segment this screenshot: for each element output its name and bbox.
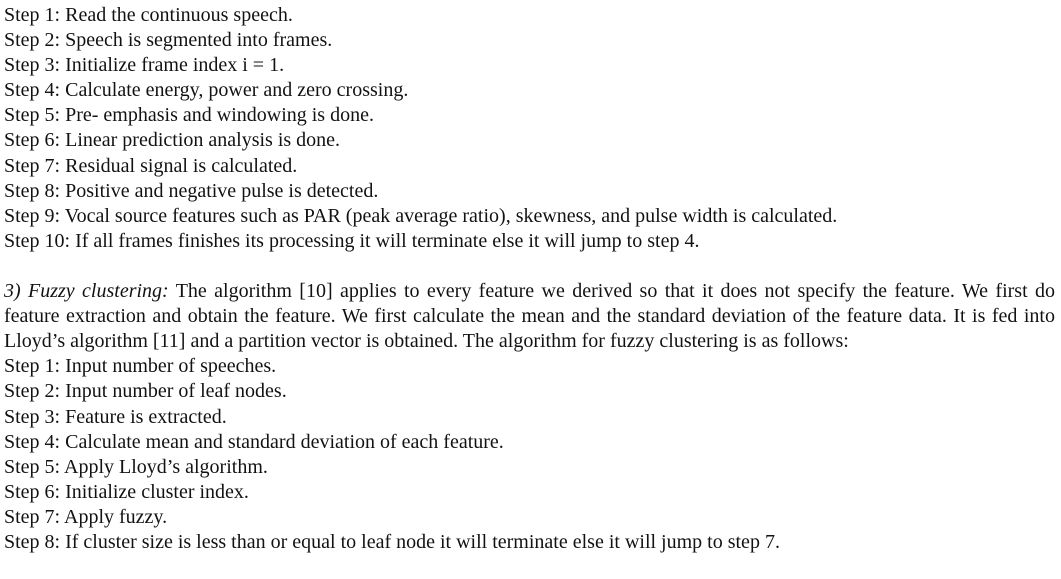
step-line: Step 9: Vocal source features such as PAR (peak average ratio), skewness, and pulse width is calculated. [4,204,838,227]
step-line: Step 3: Initialize frame index i = 1. [4,54,285,77]
step-line: Step 10: If all frames finishes its processing it will terminate else it will jump to step 4. [4,229,700,252]
step-line: Step 8: If cluster size is less than or equal to leaf node it will terminate else it will jump to step 7. [4,530,780,553]
fuzzy-clustering-paragraph [4,279,1055,354]
blank-line-spacer [4,254,1055,279]
step-line: Step 3: Feature is extracted. [4,405,227,428]
step-line: Step 6: Linear prediction analysis is done. [4,129,341,152]
step-line: Step 8: Positive and negative pulse is detected. [4,179,379,202]
step-line: Step 7: Residual signal is calculated. [4,154,298,177]
step-line: Step 2: Input number of leaf nodes. [4,380,287,403]
step-line: Step 4: Calculate energy, power and zero crossing. [4,79,409,102]
step-line: Step 4: Calculate mean and standard deviation of each feature. [4,430,504,453]
step-line: Step 6: Initialize cluster index. [4,480,249,503]
step-line: Step 5: Apply Lloyd’s algorithm. [4,455,268,478]
step-line: Step 1: Read the continuous speech. [4,4,293,26]
step-line: Step 7: Apply fuzzy. [4,505,168,528]
step-line: Step 1: Input number of speeches. [4,355,277,378]
paragraph-body-text: The algorithm [10] applies to every feature we derived so that it does not specify the feature. We first do feature extraction and obtain the feature. We first calculate the mean and the standard deviation of the feature data. It is fed into Lloyd’s algorithm [11] and a partition vector is obtained. The algorithm for fuzzy clustering is as follows: [4,280,1055,353]
paragraph-lead-italic: 3) Fuzzy clustering: [4,280,169,303]
step-line: Step 5: Pre- emphasis and windowing is done. [4,104,374,127]
step-line: Step 2: Speech is segmented into frames. [4,29,333,52]
